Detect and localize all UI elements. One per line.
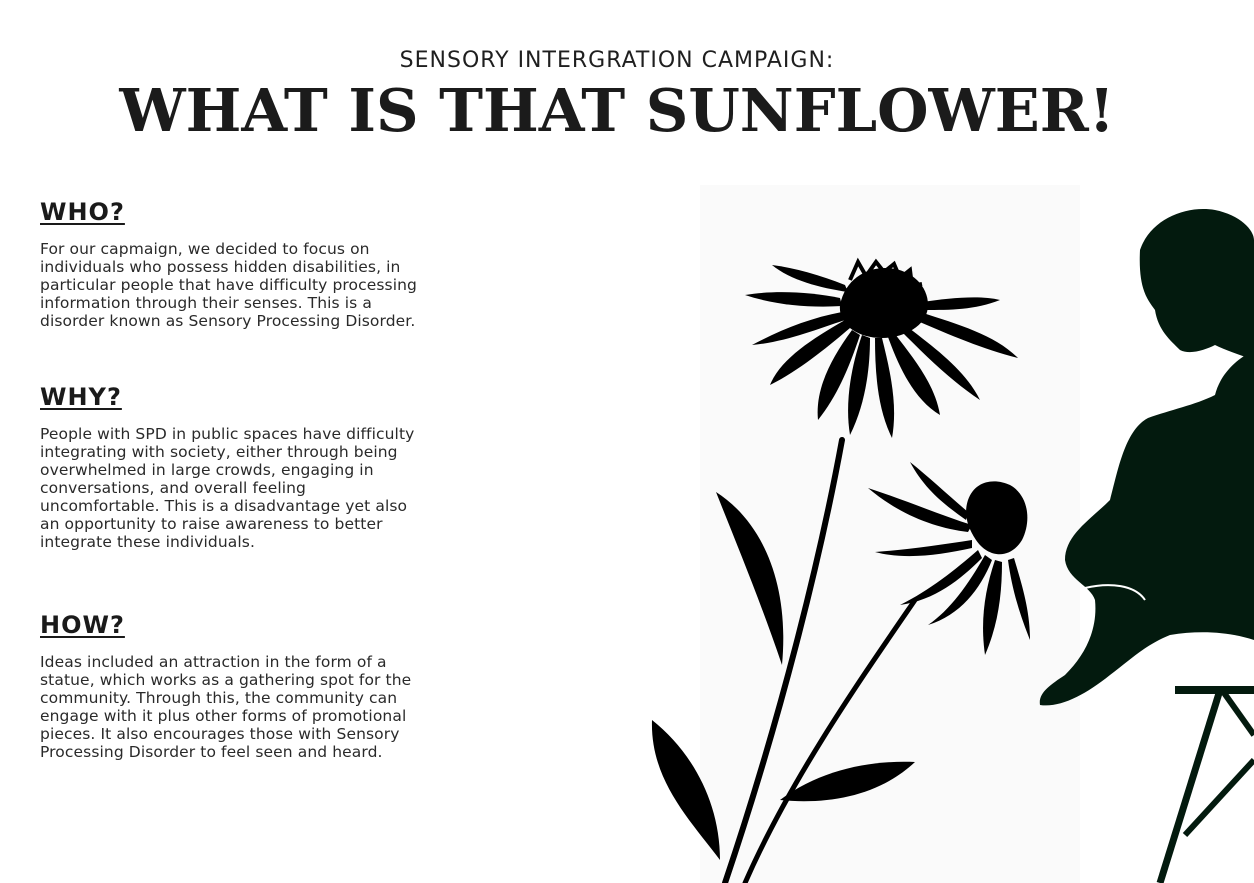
campaign-kicker: SENSORY INTERGRATION CAMPAIGN: [399, 48, 835, 73]
how-section [40, 611, 425, 761]
why-body: People with SPD in public spaces have difficulty integrating with society, either through being overwhelmed in large crowds, engaging in conversations, and overall feeling uncomfortable. This is a disadvantage yet also an opportunity to raise awareness to better integrate these individuals. [40, 425, 415, 551]
how-heading: HOW? [40, 611, 125, 639]
why-heading: WHY? [40, 383, 122, 411]
how-body: Ideas included an attraction in the form of a statue, which works as a gathering spot for the community. Through this, the community can engage with it plus other forms of promotional pieces. It also encourages those with Sensory Processing Disorder to feel seen and heard. [40, 653, 412, 761]
sunflower-and-girl-illustration [600, 170, 1254, 883]
who-section [40, 198, 425, 330]
who-body: For our capmaign, we decided to focus on individuals who possess hidden disabilities, in particular people that have difficulty processing information through their senses. This is a disorder known as Sensory Processing Disorder. [40, 240, 417, 330]
why-section [40, 383, 425, 551]
who-heading: WHO? [40, 198, 125, 226]
page-title: WHAT IS THAT SUNFLOWER! [119, 76, 1115, 145]
